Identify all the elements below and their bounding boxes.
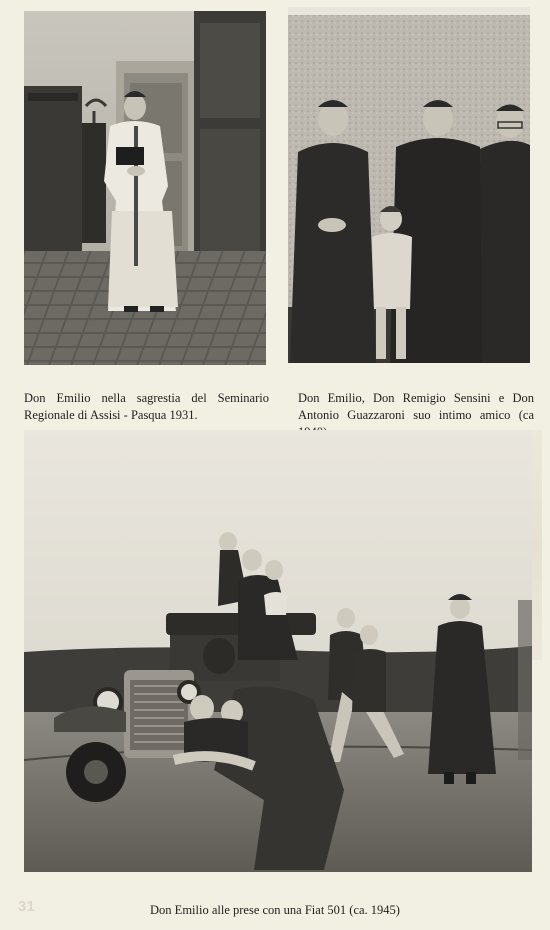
photo-three-priests	[288, 7, 530, 363]
photo-fiat-501	[24, 430, 532, 872]
photo-sacristy-image	[24, 11, 266, 365]
photo-three-priests-image	[288, 7, 530, 363]
page-number: 31	[18, 898, 35, 915]
photo-fiat-501-caption: Don Emilio alle prese con una Fiat 501 (ca. 1945)	[150, 903, 400, 917]
photo-sacristy-caption: Don Emilio nella sagrestia del Seminario Regionale di Assisi - Pasqua 1931.	[24, 391, 269, 422]
page-edge-shadow	[532, 430, 542, 660]
photo-sacristy	[24, 11, 266, 365]
photo-fiat-501-image	[24, 430, 532, 872]
photo-three-priests-caption: Don Emilio, Don Remigio Sensini e Don Antonio Guazzaroni suo intimo amico (ca	[298, 391, 534, 422]
